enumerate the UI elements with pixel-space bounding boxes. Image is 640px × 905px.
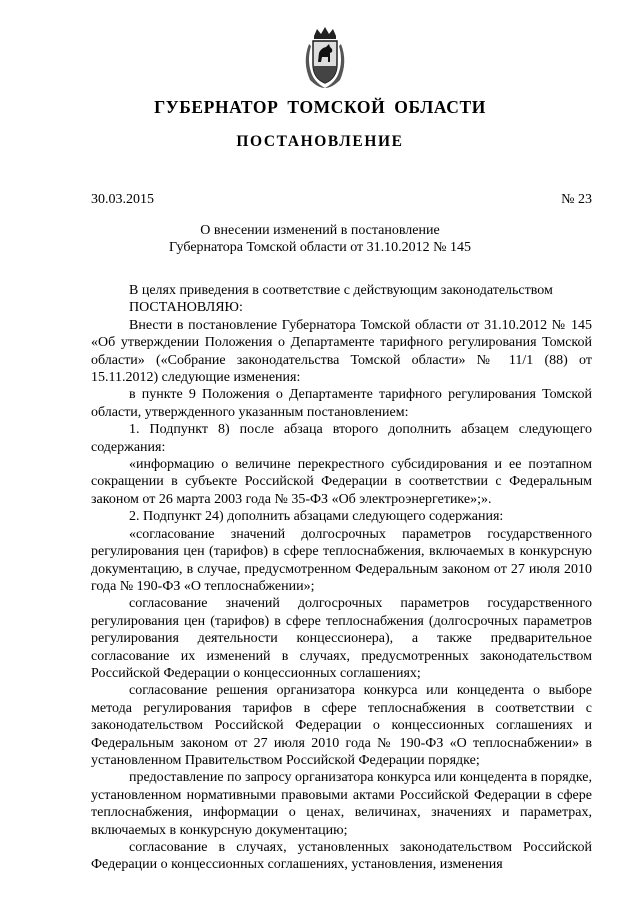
governor-heading: ГУБЕРНАТОР ТОМСКОЙ ОБЛАСТИ <box>154 97 486 117</box>
paragraph-long-term-params: «согласование значений долгосрочных параметров государственного регулирования цен (тарифов) в сфере теплоснабжения, включаемых в конкурсную документацию, в случае, предусмотренном Федеральным законом от 27 июля 2010 года № 190-ФЗ «О теплоснабжении»; <box>91 526 592 594</box>
subject-line-2: Губернатора Томской области от 31.10.2012 № 145 <box>169 240 471 255</box>
document-number: № 23 <box>561 192 592 207</box>
document-body <box>91 282 592 874</box>
document-type-heading: ПОСТАНОВЛЕНИЕ <box>236 133 404 150</box>
paragraph-subclause-8: 1. Подпункт 8) после абзаца второго дополнить абзацем следующего содержания: <box>91 422 592 455</box>
paragraph-resolve: ПОСТАНОВЛЯЮ: <box>129 300 243 316</box>
paragraph-cross-subsidy: «информацию о величине перекрестного субсидирования и ее поэтапном сокращении в субъекте Российской Федерации в соответствии с Федеральным законом от 26 марта 2003 года № 35-ФЗ «Об электроэнергетике»;». <box>91 457 592 507</box>
paragraph-amend-intro: Внести в постановление Губернатора Томской области от 31.10.2012 № 145 «Об утверждении Положения о Департаменте тарифного регулирования Томской области» («Собрание законодательства Томской области» № 11/1 (88) от 15.11.2012) следующие изменения: <box>91 317 592 386</box>
paragraph-preamble: В целях приведения в соответствие с действующим законодательством <box>129 283 553 298</box>
paragraph-concessionaire-params: согласование значений долгосрочных параметров государственного регулирования цен (тарифов) в сфере теплоснабжения (долгосрочных параметров регулирования деятельности концессионера), а также предварительное согласование их изменений в случаях, предусмотренных законодательством Российской Федерации о концессионных соглашениях; <box>91 596 592 681</box>
tomsk-coat-of-arms-icon <box>300 26 350 90</box>
document-date: 30.03.2015 <box>91 192 154 207</box>
paragraph-info-provision: предоставление по запросу организатора конкурса или концедента в порядке, установленном нормативными правовыми актами Российской Федерации в сфере теплоснабжения, информации о ценах, величинах, значениях и параметрах, включаемых в конкурсную документацию; <box>91 770 592 838</box>
paragraph-clause-9: в пункте 9 Положения о Департаменте тарифного регулирования Томской области, утвержденного указанным постановлением: <box>91 387 592 420</box>
paragraph-concession-approval: согласование в случаях, установленных законодательством Российской Федерации о концессионных соглашениях, установления, изменения <box>91 840 592 873</box>
paragraph-method-approval: согласование решения организатора конкурса или концедента о выборе метода регулирования тарифов в сфере теплоснабжения в соответствии с законодательством Российской Федерации о концессионных соглашениях и Федеральным законом от 27 июля 2010 года № 190-ФЗ «О теплоснабжении» в установленном Правительством Российской Федерации порядке; <box>91 683 592 768</box>
subject-line-1: О внесении изменений в постановление <box>200 223 440 238</box>
paragraph-subclause-24: 2. Подпункт 24) дополнить абзацами следующего содержания: <box>129 509 504 525</box>
